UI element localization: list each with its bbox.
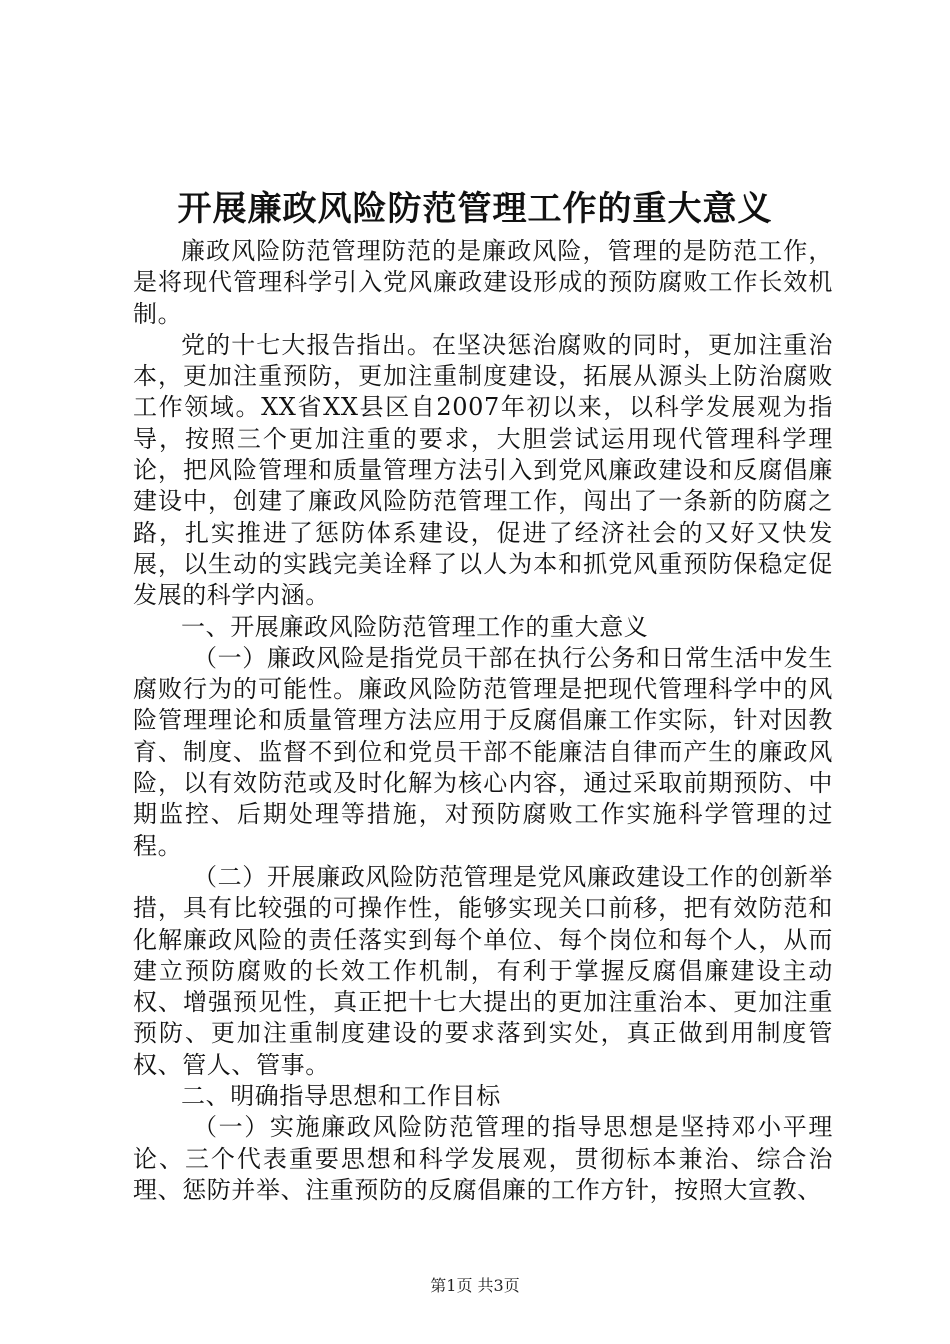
document-body (133, 236, 833, 1206)
paragraph-item-2-1: （一）实施廉政风险防范管理的指导思想是坚持邓小平理论、三个代表重要思想和科学发展观，贯彻标本兼治、综合治理、惩防并举、注重预防的反腐倡廉的工作方针，按照大宣教、 (133, 1113, 833, 1204)
document-title: 开展廉政风险防范管理工作的重大意义 (177, 189, 773, 229)
paragraph-report: 党的十七大报告指出。在坚决惩治腐败的同时，更加注重治本，更加注重预防，更加注重制度建设，拓展从源头上防治腐败工作领域。XX省XX县区自2007年初以来，以科学发展观为指导，按照三个更加注重的要求，大胆尝试运用现代管理科学理论，把风险管理和质量管理方法引入到党风廉政建设和反腐倡廉建设中，创建了廉政风险防范管理工作，闯出了一条新的防腐之路，扎实推进了惩防体系建设，促进了经济社会的又好又快发展，以生动的实践完美诠释了以人为本和抓党风重预防保稳定促发展的科学内涵。 (133, 330, 833, 610)
page-number-footer: 第1页 共3页 (430, 1276, 520, 1295)
paragraph-item-1-2: （二）开展廉政风险防范管理是党风廉政建设工作的创新举措，具有比较强的可操作性，能够实现关口前移，把有效防范和化解廉政风险的责任落实到每个单位、每个岗位和每个人，从而建立预防腐败的长效工作机制，有利于掌握反腐倡廉建设主动权、增强预见性，真正把十七大提出的更加注重治本、更加注重预防、更加注重制度建设的要求落到实处，真正做到用制度管权、管人、管事。 (133, 862, 833, 1079)
paragraph-intro: 廉政风险防范管理防范的是廉政风险，管理的是防范工作，是将现代管理科学引入党风廉政建设形成的预防腐败工作长效机制。 (133, 237, 833, 328)
section-heading-1: 一、开展廉政风险防范管理工作的重大意义 (181, 612, 649, 641)
section-heading-2: 二、明确指导思想和工作目标 (181, 1082, 501, 1111)
paragraph-item-1-1: （一）廉政风险是指党员干部在执行公务和日常生活中发生腐败行为的可能性。廉政风险防范管理是把现代管理科学中的风险管理理论和质量管理方法应用于反腐倡廉工作实际，针对因教育、制度、监督不到位和党员干部不能廉洁自律而产生的廉政风险，以有效防范或及时化解为核心内容，通过采取前期预防、中期监控、后期处理等措施，对预防腐败工作实施科学管理的过程。 (133, 643, 833, 860)
